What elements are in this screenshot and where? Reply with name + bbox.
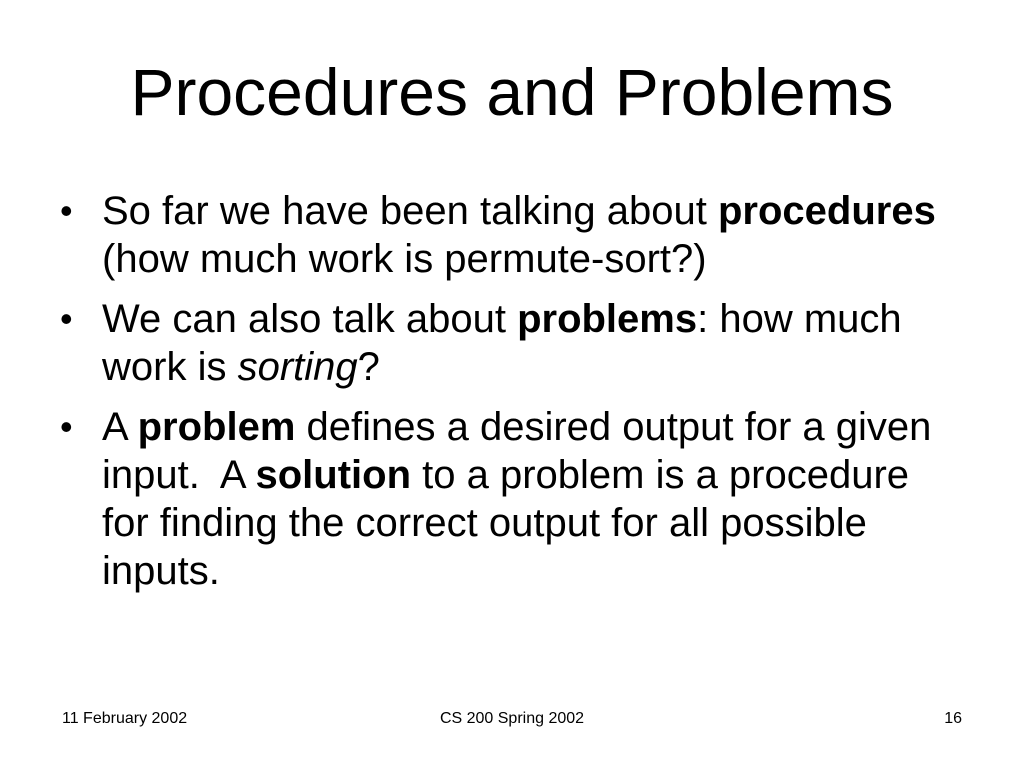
- bullet-italic-term: sorting: [237, 345, 358, 389]
- footer-page-number: 16: [944, 710, 962, 727]
- bullet-marker: •: [60, 406, 73, 447]
- bullet-text: We can also talk about: [102, 297, 518, 341]
- bullet-marker: •: [60, 190, 73, 231]
- bullet-marker: •: [60, 298, 73, 339]
- bullet-text: to a problem is a procedure for finding the correct output for all possible inputs.: [102, 453, 910, 593]
- bullet-text: : how much work is: [102, 297, 902, 389]
- bullet-text: A: [102, 405, 138, 449]
- bullet-item-procedures: [60, 187, 960, 283]
- bullet-list: [60, 187, 960, 607]
- bullet-bold-term: solution: [255, 453, 411, 497]
- bullet-item-problem-solution: [60, 403, 960, 595]
- slide-title: Procedures and Problems: [130, 55, 894, 129]
- bullet-bold-term: problem: [137, 405, 296, 449]
- bullet-bold-term: procedures: [717, 189, 936, 233]
- footer-course: CS 200 Spring 2002: [439, 710, 585, 727]
- bullet-bold-term: problems: [517, 297, 698, 341]
- bullet-text: So far we have been talking about: [102, 189, 718, 233]
- bullet-item-problems: [60, 295, 960, 391]
- footer-date: 11 February 2002: [62, 710, 188, 727]
- bullet-text: (how much work is permute-sort?): [102, 237, 707, 281]
- bullet-text: ?: [357, 345, 380, 389]
- bullet-text: defines a desired output for a given input. A: [102, 405, 943, 497]
